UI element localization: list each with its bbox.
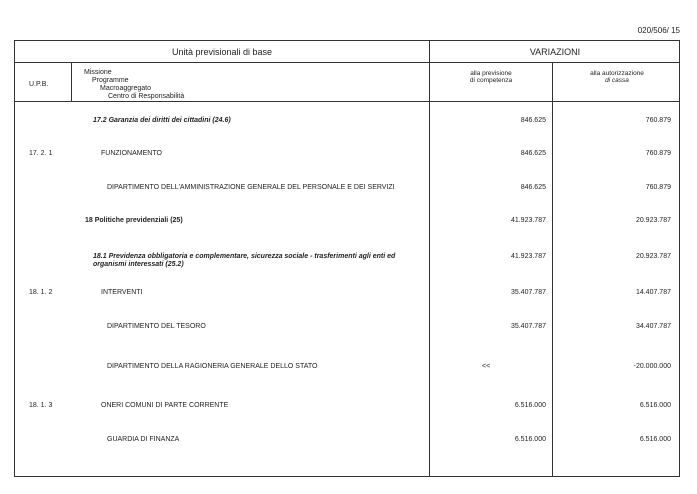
row-label: GUARDIA DI FINANZA (107, 436, 180, 443)
row-label: 18.1 Previdenza obbligatoria e complementare, sicurezza sociale - trasferimenti agli enti ed (93, 253, 396, 260)
header-unita-title: Unità previsionali di base (171, 47, 273, 57)
row-label-continued: organismi interessati (25.2) (93, 261, 184, 268)
row-cassa: 760.879 (645, 184, 671, 191)
row-competenza: << (482, 363, 491, 370)
header-cassa-line2: di cassa (605, 77, 629, 84)
column-divider (71, 63, 72, 101)
header-divider (15, 62, 679, 63)
row-competenza: 846.625 (520, 150, 546, 157)
row-cassa: 14.407.787 (635, 289, 671, 296)
row-cassa: 760.879 (645, 117, 671, 124)
row-label: DIPARTIMENTO DELLA RAGIONERIA GENERALE DELLO STATO (107, 363, 318, 370)
page-number: 020/506/ 15 (637, 26, 680, 35)
budget-table (14, 40, 680, 477)
row-cassa: 20.923.787 (635, 253, 671, 260)
row-cassa: 34.407.787 (635, 323, 671, 330)
row-label: 18 Politiche previdenziali (25) (85, 217, 183, 224)
row-competenza: 35.407.787 (510, 323, 546, 330)
row-competenza: 846.625 (520, 184, 546, 191)
header-cassa-line1: alla autorizzazione (590, 70, 644, 77)
row-label: FUNZIONAMENTO (101, 150, 162, 157)
header-competenza-line1: alla previsione (470, 70, 512, 77)
header-competenza-line2: di competenza (469, 77, 513, 84)
row-label: DIPARTIMENTO DEL TESORO (107, 323, 206, 330)
row-competenza: 35.407.787 (510, 289, 546, 296)
row-competenza: 846.625 (520, 117, 546, 124)
row-cassa: 20.923.787 (635, 217, 671, 224)
row-label: 17.2 Garanzia dei diritti dei cittadini (24.6) (93, 117, 231, 124)
row-cassa: 760.879 (645, 150, 671, 157)
header-missione: Missione (84, 69, 112, 76)
row-competenza: 41.923.787 (510, 217, 546, 224)
header-programme: Programme (92, 77, 129, 84)
row-cassa: 6.516.000 (639, 436, 671, 443)
row-label: ONERI COMUNI DI PARTE CORRENTE (101, 402, 229, 409)
row-label: INTERVENTI (101, 289, 143, 296)
row-upb: 17. 2. 1 (29, 150, 53, 157)
header-macroaggregato: Macroaggregato (100, 85, 151, 92)
row-label: DIPARTIMENTO DELL'AMMINISTRAZIONE GENERALE DEL PERSONALE E DEI SERVIZI (107, 184, 395, 191)
header-divider (15, 101, 679, 102)
header-centro-responsabilita: Centro di Responsabilità (108, 93, 185, 100)
header-variazioni-title: VARIAZIONI (529, 47, 581, 57)
row-competenza: 6.516.000 (514, 402, 546, 409)
row-cassa: -20.000.000 (633, 363, 671, 370)
header-upb: U.P.B. (29, 81, 49, 88)
row-competenza: 41.923.787 (510, 253, 546, 260)
row-cassa: 6.516.000 (639, 402, 671, 409)
row-upb: 18. 1. 2 (29, 289, 53, 296)
row-competenza: 6.516.000 (514, 436, 546, 443)
row-upb: 18. 1. 3 (29, 402, 53, 409)
